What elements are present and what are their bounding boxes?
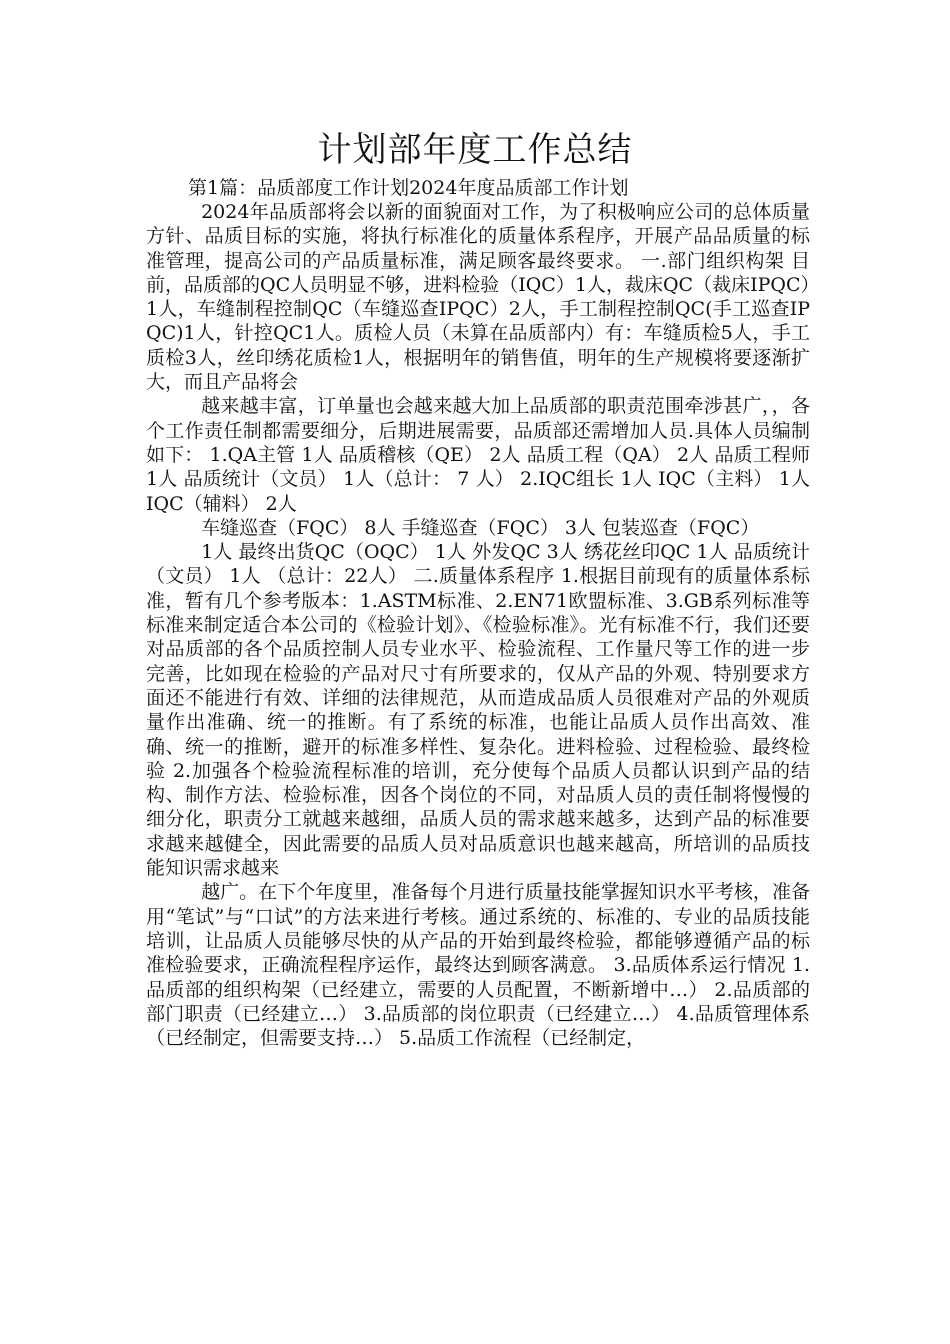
- body-paragraph-4: 1人 最终出货QC（OQC） 1人 外发QC 3人 绣花丝印QC 1人 品质统计（文员） 1人 （总计：22人） 二.质量体系程序 1.根据目前现有的质量体系标准，暂有几个参考版本：1.ASTM标准、2.EN71欧盟标准、3.GB系列标准等标准来制定适合本公司的《检验计划》、《检验标准》。光有标准不行，我们还要对品质部的各个品质控制人员专业水平、检验流程、工作量尺等工作的进一步完善，比如现在检验的产品对尺寸有所要求的，仅从产品的外观、特别要求方面还不能进行有效、详细的法律规范，从而造成品质人员很难对产品的外观质量作出准确、统一的推断。有了系统的标准，也能让品质人员作出高效、准确、统一的推断，避开的标准多样性、复杂化。进料检验、过程检验、最终检验 2.加强各个检验流程标准的培训，充分使每个品质人员都认识到产品的结构、制作方法、检验标准，因各个岗位的不同，对品质人员的责任制将慢慢的细分化，职责分工就越来越细，品质人员的需求越来越多，达到产品的标准要求越来越健全，因此需要的品质人员对品质意识也越来越高，所培训的品质技能知识需求越来: [146, 541, 810, 880]
- article-body: [146, 200, 810, 1050]
- body-paragraph-1: 2024年品质部将会以新的面貌面对工作，为了积极响应公司的总体质量方针、品质目标的实施，将执行标准化的质量体系程序，开展产品品质量的标准管理，提高公司的产品质量标准，满足顾客最终要求。 一.部门组织构架 目前，品质部的QC人员明显不够，进料检验（IQC）1人，裁床QC（裁床IPQC）1人，车缝制程控制QC（车缝巡查IPQC）2人，手工制程控制QC(手工巡查IPQC)1人，针控QC1人。质检人员（未算在品质部内）有：车缝质检5人，手工质检3人，丝印绣花质检1人，根据明年的销售值，明年的生产规模将要逐渐扩大，而且产品将会: [146, 201, 810, 394]
- body-paragraph-5: 越广。在下个年度里，准备每个月进行质量技能掌握知识水平考核，准备用“笔试”与“口试”的方法来进行考核。通过系统的、标准的、专业的品质技能培训，让品质人员能够尽快的从产品的开始到最终检验，都能够遵循产品的标准检验要求，正确流程程序运作，最终达到顾客满意。 3.品质体系运行情况 1.品质部的组织构架（已经建立，需要的人员配置，不断新增中…） 2.品质部的部门职责（已经建立…） 3.品质部的岗位职责（已经建立…） 4.品质管理体系（已经制定，但需要支持…） 5.品质工作流程（已经制定，: [146, 881, 810, 1050]
- article-subtitle: 第1篇：品质部度工作计划2024年度品质部工作计划: [188, 177, 629, 199]
- body-paragraph-2: 越来越丰富，订单量也会越来越大加上品质部的职责范围牵涉甚广，，各个工作责任制都需要细分，后期进展需要，品质部还需增加人员.具体人员编制如下： 1.QA主管 1人 品质稽核（QE） 2人 品质工程（QA） 2人 品质工程师 1人 品质统计（文员） 1人（总计： 7 人） 2.IQC组长 1人 IQC（主料） 1人 IQC（辅料） 2人: [146, 395, 810, 515]
- body-paragraph-3: 车缝巡查（FQC） 8人 手缝巡查（FQC） 3人 包装巡查（FQC）: [201, 516, 760, 539]
- page-title: 计划部年度工作总结: [317, 130, 633, 170]
